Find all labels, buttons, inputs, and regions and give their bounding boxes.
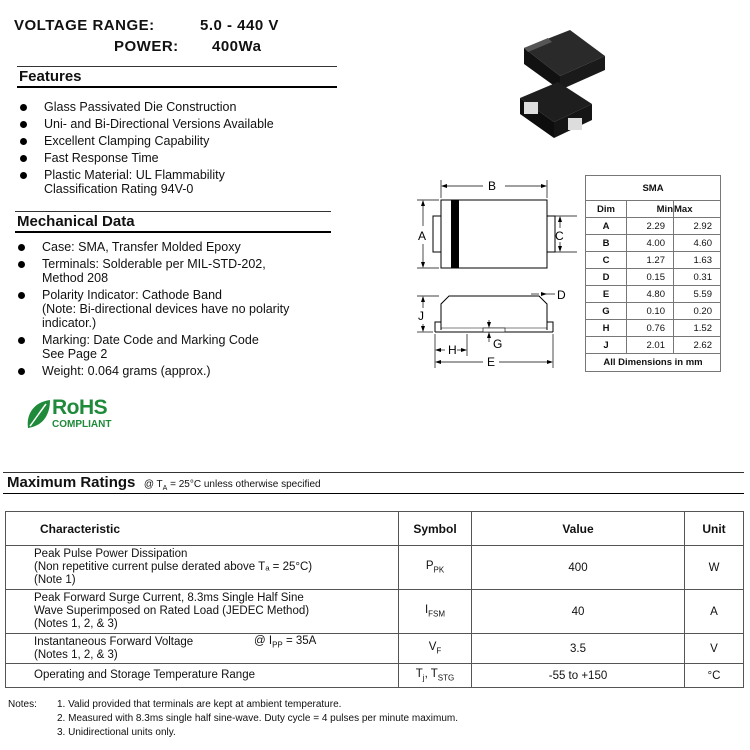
dimensions-title: SMA: [586, 176, 721, 201]
unit-cell: °C: [685, 664, 744, 688]
dimension-row: [586, 235, 721, 252]
min-cell: 4.80: [627, 286, 674, 303]
power-value: 400Wa: [212, 38, 262, 55]
feature-item: Excellent Clamping Capability: [18, 134, 338, 148]
dim-label-g: G: [493, 337, 503, 351]
power-label: POWER:: [114, 38, 179, 55]
symbol-header: Symbol: [399, 512, 472, 546]
condition-sub: PP: [272, 640, 283, 650]
unit-cell: W: [685, 546, 744, 590]
dimension-row: [586, 218, 721, 235]
dim-cell: E: [586, 286, 627, 303]
table-row: [6, 546, 744, 590]
mechanical-item: Polarity Indicator: Cathode Band (Note: Bi-directional devices have no polarity indicator.): [16, 288, 346, 330]
characteristic-text: Instantaneous Forward Voltage (Notes 1, 2, & 3): [34, 635, 194, 661]
dim-label-a: A: [418, 229, 427, 243]
symbol-cell: [399, 664, 472, 688]
test-condition: [254, 635, 316, 651]
condition-prefix: @ T: [143, 479, 163, 490]
mechanical-item: Case: SMA, Transfer Molded Epoxy: [16, 240, 346, 254]
min-cell: 2.01: [627, 337, 674, 354]
mechanical-title: Mechanical Data: [17, 213, 135, 230]
dim-label-h: H: [448, 343, 457, 357]
characteristic-header: Characteristic: [6, 512, 399, 546]
mechanical-item: Terminals: Solderable per MIL-STD-202, Method 208: [16, 257, 346, 285]
feature-item: Glass Passivated Die Construction: [18, 100, 338, 114]
voltage-range-value: 5.0 - 440 V: [200, 17, 279, 34]
rohs-text: RoHS: [52, 396, 108, 419]
min-cell: 0.10: [627, 303, 674, 320]
max-cell: 1.52: [674, 320, 721, 337]
features-title: Features: [19, 68, 82, 85]
package-photo: [510, 20, 620, 140]
dimension-row: [586, 286, 721, 303]
min-cell: 0.76: [627, 320, 674, 337]
symbol-sub: FSM: [428, 609, 446, 619]
min-cell: 1.27: [627, 252, 674, 269]
dim-label-c: C: [555, 229, 564, 243]
table-row: [6, 664, 744, 688]
dim-cell: C: [586, 252, 627, 269]
note-item: 2. Measured with 8.3ms single half sine-wave. Duty cycle = 4 pulses per minute maximum.: [57, 713, 459, 724]
min-cell: 0.15: [627, 269, 674, 286]
symbol-cell: [399, 634, 472, 664]
dim-cell: J: [586, 337, 627, 354]
ratings-heading: [7, 474, 321, 492]
feature-item: Plastic Material: UL Flammability Classification Rating 94V-0: [18, 168, 338, 196]
symbol-sub: j: [422, 673, 425, 683]
dim-label-e: E: [487, 355, 496, 369]
unit-header: Unit: [685, 512, 744, 546]
symbol-text: P: [425, 560, 434, 573]
package-dimension-drawing: [405, 172, 585, 372]
symbol-text: I: [424, 604, 429, 617]
dim-label-b: B: [488, 179, 497, 193]
dimension-row: [586, 269, 721, 286]
symbol-sub-2: STG: [437, 673, 455, 683]
symbol-text: T: [415, 668, 423, 681]
characteristic-cell: Operating and Storage Temperature Range: [6, 664, 399, 688]
value-cell: 3.5: [472, 634, 685, 664]
condition-sub: A: [162, 485, 168, 492]
ratings-condition: [144, 479, 321, 490]
voltage-range-label: VOLTAGE RANGE:: [14, 17, 155, 34]
dim-cell: B: [586, 235, 627, 252]
mechanical-item: Marking: Date Code and Marking Code See Page 2: [16, 333, 346, 361]
characteristic-cell: Peak Pulse Power Dissipation (Non repetitive current pulse derated above Tₐ = 25°C) (Note 1): [6, 546, 399, 590]
leaf-icon: [24, 398, 52, 430]
notes-label: Notes:: [8, 699, 37, 710]
min-header: Min: [627, 201, 674, 218]
symbol-sub: PK: [433, 565, 445, 575]
condition-rest: = 25°C unless otherwise specified: [167, 479, 321, 490]
dim-cell: H: [586, 320, 627, 337]
condition-text: @ I: [254, 635, 273, 647]
features-list: [18, 100, 338, 199]
mechanical-list: [16, 240, 346, 381]
symbol-text-2: , T: [424, 668, 438, 681]
table-row: [6, 634, 744, 664]
dim-cell: A: [586, 218, 627, 235]
max-cell: 2.92: [674, 218, 721, 235]
max-cell: 0.20: [674, 303, 721, 320]
dimension-row: [586, 303, 721, 320]
dimension-row: [586, 320, 721, 337]
rohs-logo: [24, 398, 134, 432]
ratings-title: Maximum Ratings: [7, 474, 136, 491]
ratings-table: [5, 511, 744, 688]
dimension-row: [586, 337, 721, 354]
condition-rest: = 35A: [282, 635, 317, 647]
symbol-cell: [399, 546, 472, 590]
max-cell: 0.31: [674, 269, 721, 286]
max-cell: 1.63: [674, 252, 721, 269]
max-cell: 4.60: [674, 235, 721, 252]
symbol-cell: [399, 590, 472, 634]
max-header: Max: [674, 201, 721, 218]
dim-header: Dim: [586, 201, 627, 218]
symbol-sub: F: [436, 646, 442, 656]
rohs-compliant: COMPLIANT: [52, 419, 112, 430]
max-cell: 2.62: [674, 337, 721, 354]
value-cell: 400: [472, 546, 685, 590]
dim-label-j: J: [418, 309, 424, 323]
mechanical-item: Weight: 0.064 grams (approx.): [16, 364, 346, 378]
dimensions-footer: All Dimensions in mm: [586, 354, 721, 372]
value-cell: -55 to +150: [472, 664, 685, 688]
unit-cell: V: [685, 634, 744, 664]
dim-cell: G: [586, 303, 627, 320]
note-item: 3. Unidirectional units only.: [57, 727, 176, 738]
dimension-row: [586, 252, 721, 269]
min-cell: 4.00: [627, 235, 674, 252]
characteristic-cell: Peak Forward Surge Current, 8.3ms Single Half Sine Wave Superimposed on Rated Load (JEDEC Method) (Notes 1, 2, & 3): [6, 590, 399, 634]
dim-label-d: D: [557, 288, 566, 302]
characteristic-cell: [6, 634, 399, 664]
note-item: 1. Valid provided that terminals are kept at ambient temperature.: [57, 699, 342, 710]
min-cell: 2.29: [627, 218, 674, 235]
unit-cell: A: [685, 590, 744, 634]
table-row: [6, 590, 744, 634]
dim-cell: D: [586, 269, 627, 286]
symbol-text: V: [428, 641, 437, 654]
value-header: Value: [472, 512, 685, 546]
feature-item: Fast Response Time: [18, 151, 338, 165]
value-cell: 40: [472, 590, 685, 634]
feature-item: Uni- and Bi-Directional Versions Available: [18, 117, 338, 131]
dimensions-table: [585, 175, 721, 372]
max-cell: 5.59: [674, 286, 721, 303]
